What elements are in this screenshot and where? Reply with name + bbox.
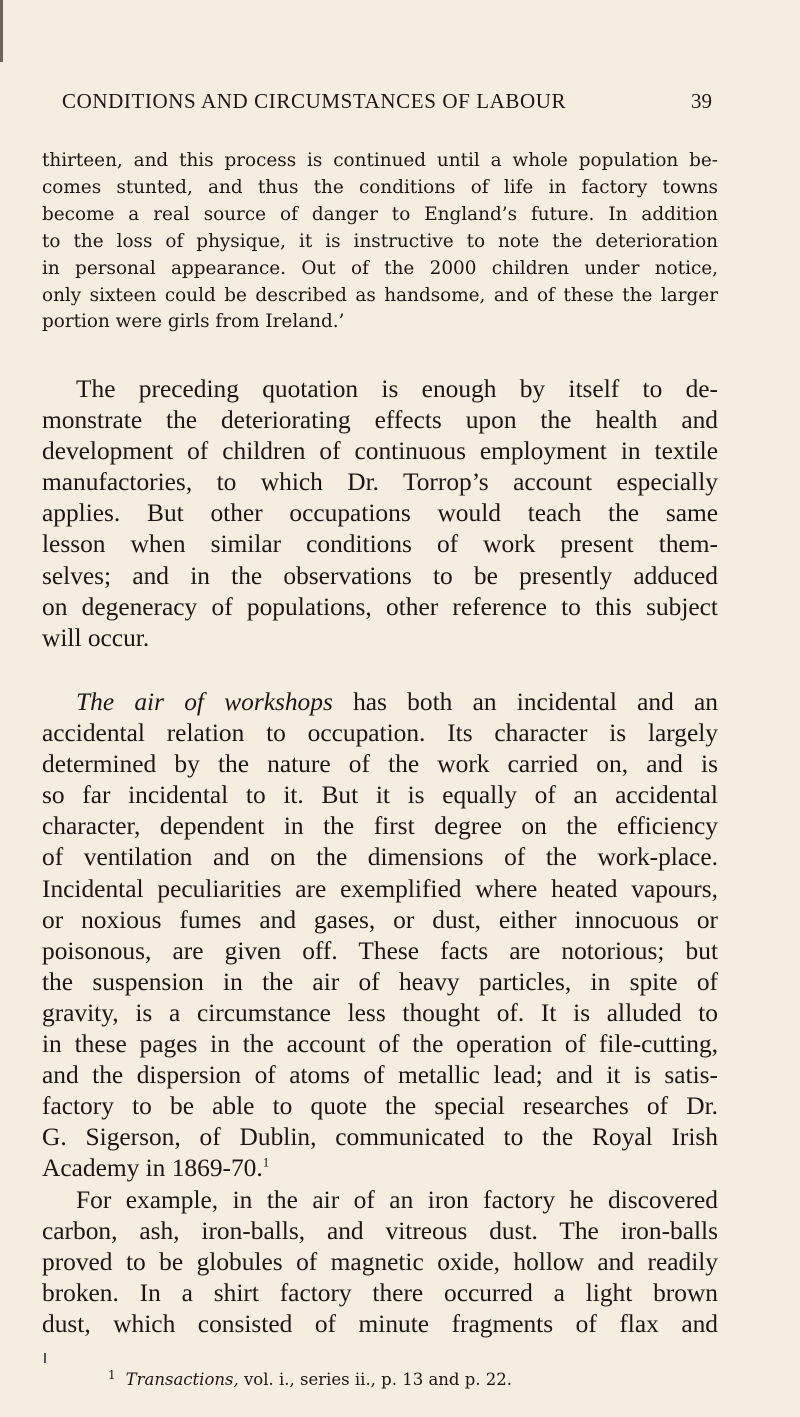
text-line: accidental relation to occupation. Its character is largely xyxy=(42,719,718,748)
paragraph-air-of-workshops xyxy=(42,687,718,1340)
footnote xyxy=(108,1368,512,1389)
text-line: the suspension in the air of heavy particles, in spite of xyxy=(42,967,718,996)
quotation-block xyxy=(42,148,718,336)
text-line: gravity, is a circumstance less thought of. It is alluded to xyxy=(42,998,718,1027)
footnote-title: Transactions, xyxy=(125,1370,239,1389)
text-line: monstrate the deteriorating effects upon the health and xyxy=(42,406,718,435)
text-run: Academy in 1869-70. xyxy=(42,1154,263,1183)
text-line: selves; and in the observations to be presently adduced xyxy=(42,561,718,590)
text-line: carbon, ash, iron-balls, and vitreous dust. The iron-balls xyxy=(42,1216,718,1245)
page-number: 39 xyxy=(691,89,712,113)
text-line: and the dispersion of atoms of metallic lead; and it is satis- xyxy=(42,1061,718,1090)
text-run: has both an incidental and an xyxy=(332,688,719,716)
page-edge-shadow xyxy=(0,0,3,62)
text-line: character, dependent in the first degree on the efficiency xyxy=(42,812,718,841)
paragraph-preceding-quotation xyxy=(42,374,718,654)
text-line: broken. In a shirt factory there occurred a light brown xyxy=(42,1278,718,1307)
text-line: of ventilation and on the dimensions of the work-place. xyxy=(42,843,718,872)
text-line: or noxious fumes and gases, or dust, either innocuous or xyxy=(42,905,718,934)
text-line: development of children of continuous employment in textile xyxy=(42,437,718,466)
text-line: poisonous, are given off. These facts are notorious; but xyxy=(42,936,718,965)
text-line: on degeneracy of populations, other reference to this subject xyxy=(42,592,718,621)
running-head xyxy=(62,89,712,114)
text-line: proved to be globules of magnetic oxide, hollow and readily xyxy=(42,1247,718,1276)
text-line: The preceding quotation is enough by itself to de- xyxy=(76,375,718,403)
text-line: G. Sigerson, of Dublin, communicated to the Royal Irish xyxy=(42,1123,718,1152)
text-line: thirteen, and this process is continued until a whole population be- xyxy=(42,150,718,171)
text-line: Incidental peculiarities are exemplified where heated vapours, xyxy=(42,874,718,903)
text-line: in personal appearance. Out of the 2000 children under notice, xyxy=(42,257,718,279)
text-line: dust, which consisted of minute fragments of flax and xyxy=(42,1309,718,1338)
text-line: applies. But other occupations would teach the same xyxy=(42,499,718,528)
text-line: factory to be able to quote the special researches of Dr. xyxy=(42,1092,718,1121)
italic-phrase: The air of workshops xyxy=(76,688,333,716)
text-line: determined by the nature of the work carried on, and is xyxy=(42,750,718,779)
text-line: in these pages in the account of the operation of file-cutting, xyxy=(42,1030,718,1059)
text-line: For example, in the air of an iron factory he discovered xyxy=(76,1185,718,1214)
text-line: lesson when similar conditions of work present them- xyxy=(42,530,718,559)
text-line: portion were girls from Ireland.’ xyxy=(42,311,345,333)
text-line: to the loss of physique, it is instructive to note the deterioration xyxy=(42,230,718,252)
running-title: CONDITIONS AND CIRCUMSTANCES OF LABOUR xyxy=(62,89,567,113)
footnote-mark: 1 xyxy=(108,1368,116,1382)
text-line xyxy=(42,687,718,718)
text-line: manufactories, to which Dr. Torrop’s account especially xyxy=(42,468,718,497)
text-line: comes stunted, and thus the conditions of life in factory towns xyxy=(42,176,718,198)
text-line: so far incidental to it. But it is equally of an accidental xyxy=(42,781,718,810)
print-blemish xyxy=(44,1353,46,1363)
footnote-text: vol. i., series ii., p. 13 and p. 22. xyxy=(238,1370,513,1389)
footnote-reference[interactable]: 1 xyxy=(262,1154,270,1170)
text-line: only sixteen could be described as handsome, and of these the larger xyxy=(42,284,718,306)
text-line: become a real source of danger to England’s future. In addition xyxy=(42,203,718,225)
text-line: will occur. xyxy=(42,623,150,652)
text-line xyxy=(42,1153,718,1184)
